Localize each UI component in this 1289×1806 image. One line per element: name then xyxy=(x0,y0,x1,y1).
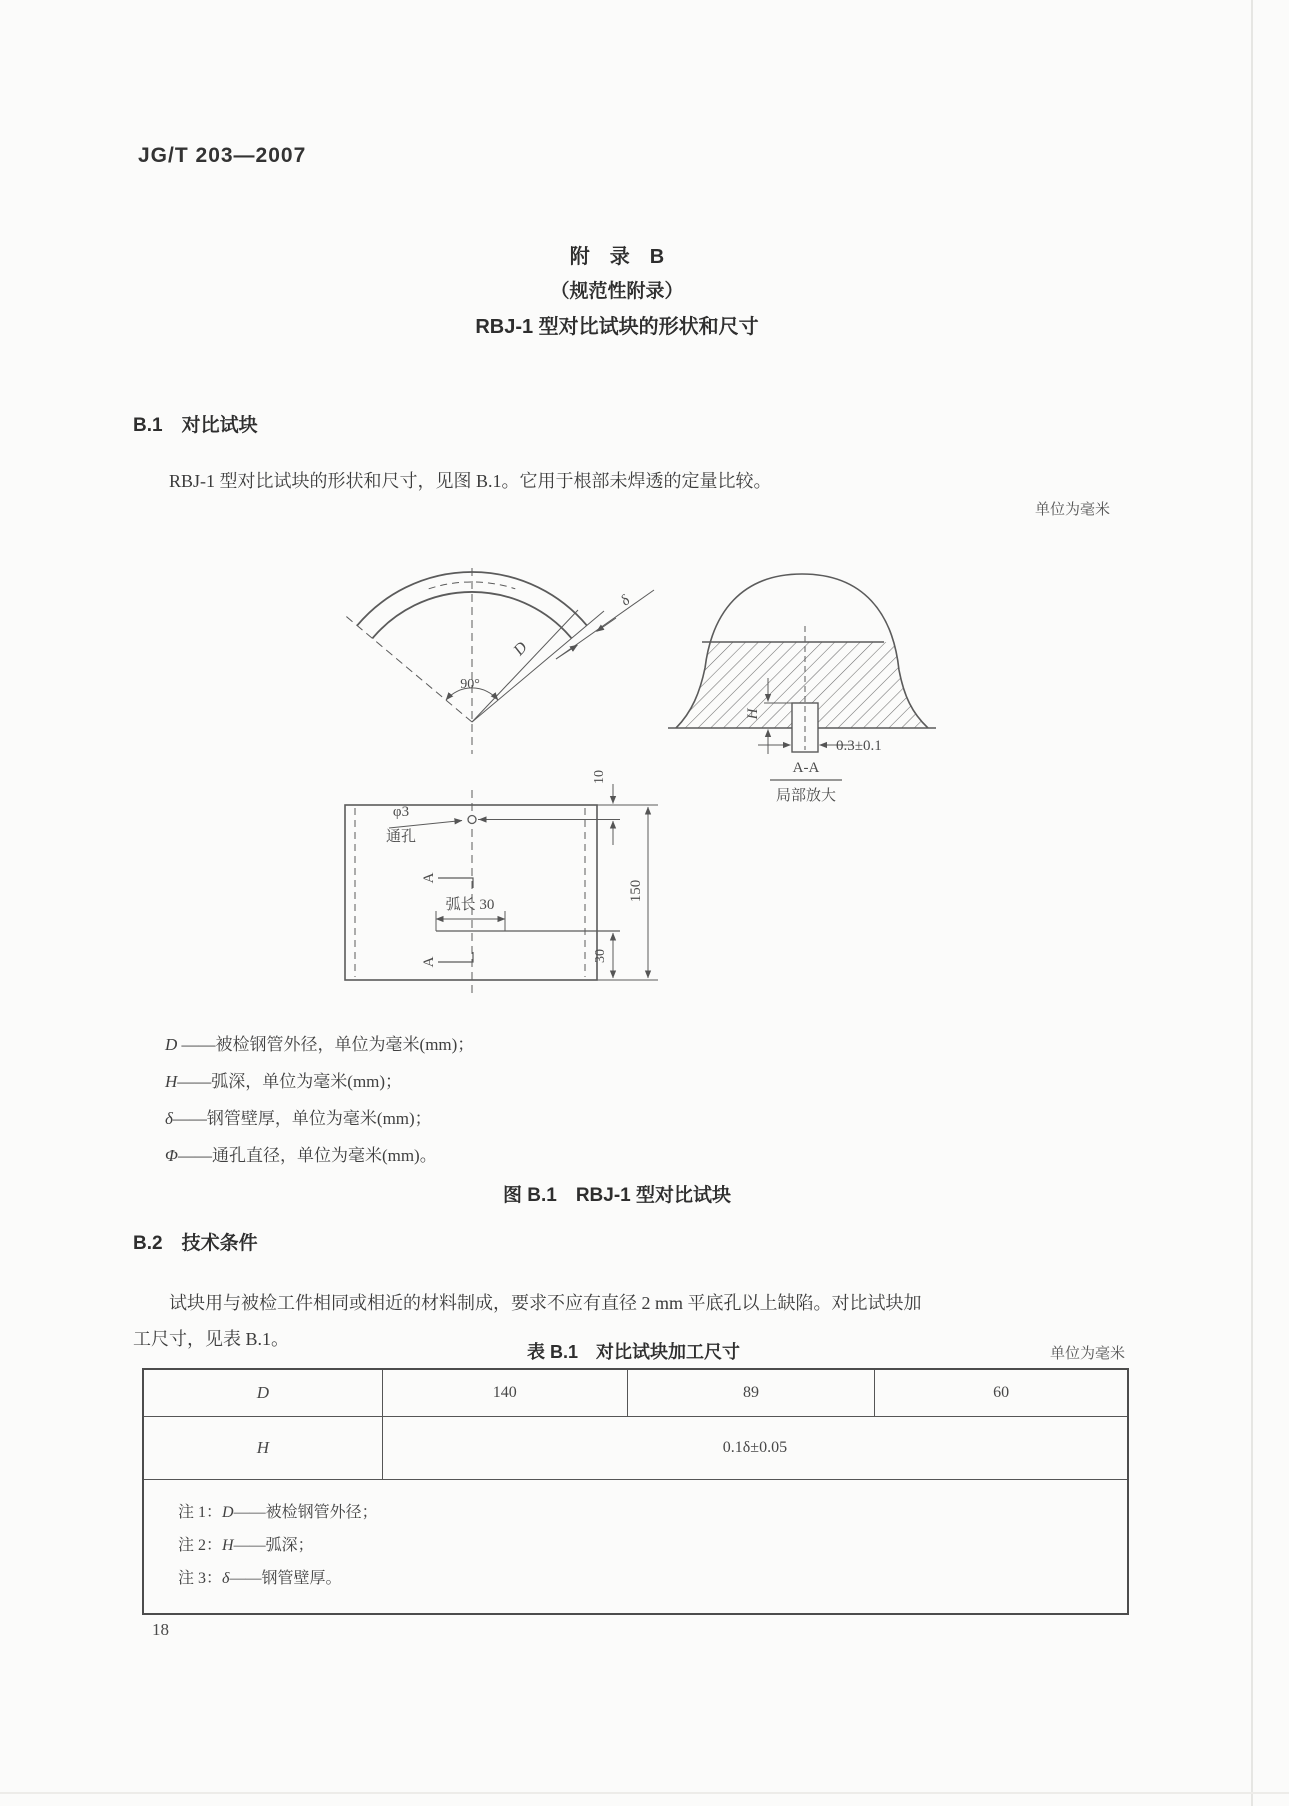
page-number: 18 xyxy=(152,1620,169,1639)
diameter-d-label: D xyxy=(510,639,531,659)
legend-item-delta xyxy=(165,1100,474,1137)
section-b2-paragraph-line1: 试块用与被检工件相同或相近的材料制成，要求不应有直径 2 mm 平底孔以上缺陷。对比试块加 xyxy=(169,1293,922,1313)
legend-item-h xyxy=(165,1063,474,1100)
notch-tolerance-label: 0.3±0.1 xyxy=(836,738,882,754)
figure-b1-drawing xyxy=(140,552,1150,1012)
table-cell-d-60: 60 xyxy=(993,1384,1010,1401)
legend-item-d xyxy=(165,1026,474,1063)
section-b2-paragraph-line2: 工尺寸，见表 B.1。 xyxy=(133,1329,290,1349)
note2-prefix: 注 2： xyxy=(178,1537,223,1554)
table-cell-d-89: 89 xyxy=(628,1370,876,1416)
note3-prefix: 注 3： xyxy=(178,1570,223,1587)
legend-symbol-delta: δ xyxy=(165,1109,173,1128)
arc-length-label: 弧长 30 xyxy=(445,897,495,913)
note1-prefix: 注 1： xyxy=(178,1504,223,1521)
table-note-2 xyxy=(178,1529,1117,1562)
legend-desc-phi: ——通孔直径，单位为毫米(mm)。 xyxy=(177,1146,437,1165)
table-cell-d-label: D xyxy=(256,1383,270,1402)
appendix-title: 附 录 B xyxy=(569,246,665,268)
arc-depth-h-label: H xyxy=(745,708,761,720)
table-notes xyxy=(144,1480,1127,1613)
figure-unit-note: 单位为毫米 xyxy=(1034,502,1110,518)
appendix-topic: RBJ-1 型对比试块的形状和尺寸 xyxy=(475,316,759,338)
dim-150-label: 150 xyxy=(628,879,644,903)
legend-desc-h: ——弧深，单位为毫米(mm)； xyxy=(177,1072,403,1091)
legend-desc-delta: ——钢管壁厚，单位为毫米(mm)； xyxy=(172,1109,432,1128)
note2-desc: ——弧深； xyxy=(233,1537,314,1554)
section-b1-heading: B.1 对比试块 xyxy=(133,415,258,436)
section-a-a-label: A-A xyxy=(792,760,820,776)
table-row-h xyxy=(144,1417,1127,1480)
note3-symbol: δ xyxy=(222,1570,230,1587)
table-note-1 xyxy=(178,1496,1117,1529)
table-note-3 xyxy=(178,1562,1117,1595)
section-b1-paragraph: RBJ-1 型对比试块的形状和尺寸，见图 B.1。它用于根部未焊透的定量比较。 xyxy=(169,471,772,491)
legend-symbol-phi: Φ xyxy=(165,1146,178,1165)
legend-item-phi xyxy=(165,1137,474,1174)
section-b2-heading: B.2 技术条件 xyxy=(133,1233,258,1254)
dome-section-figure xyxy=(668,574,936,780)
note2-symbol: H xyxy=(222,1537,234,1554)
through-hole-label: 通孔 xyxy=(385,829,417,845)
wall-delta-label: δ xyxy=(617,592,634,610)
table-row-d xyxy=(144,1370,1127,1417)
table-cell-h-value: 0.1δ±0.05 xyxy=(722,1439,788,1456)
figure-caption: 图 B.1 RBJ-1 型对比试块 xyxy=(502,1185,732,1206)
page-edge-bottom xyxy=(0,1792,1289,1794)
legend-symbol-d: D xyxy=(165,1035,178,1054)
note3-desc: ——钢管壁厚。 xyxy=(229,1570,342,1587)
section-mark-a-top: A xyxy=(421,872,437,884)
pipe-arc-figure xyxy=(346,568,654,754)
table-cell-h-label: H xyxy=(256,1438,270,1457)
table-caption-row xyxy=(142,1338,1125,1366)
page-edge-right xyxy=(1251,0,1253,1806)
appendix-subtitle: （规范性附录） xyxy=(550,281,684,302)
doc-number: JG/T 203—2007 xyxy=(138,144,307,167)
table-caption: 表 B.1 对比试块加工尺寸 xyxy=(526,1342,740,1362)
table-cell-d-140: 140 xyxy=(383,1370,628,1416)
legend-desc-d: ——被检钢管外径，单位为毫米(mm)； xyxy=(177,1035,475,1054)
hole-diameter-label: φ3 xyxy=(392,804,410,820)
dim-30-label: 30 xyxy=(593,949,608,963)
figure-legend xyxy=(165,1026,474,1174)
note1-desc: ——被检钢管外径； xyxy=(233,1504,378,1521)
angle-90-label: 90° xyxy=(460,677,480,692)
dim-10-label: 10 xyxy=(592,770,607,784)
legend-symbol-h: H xyxy=(165,1072,178,1091)
note1-symbol: D xyxy=(222,1504,234,1521)
table-unit-note: 单位为毫米 xyxy=(1049,1346,1125,1362)
local-enlargement-label: 局部放大 xyxy=(775,788,837,804)
table-b1 xyxy=(142,1368,1129,1615)
section-mark-a-bottom: A xyxy=(421,956,437,968)
